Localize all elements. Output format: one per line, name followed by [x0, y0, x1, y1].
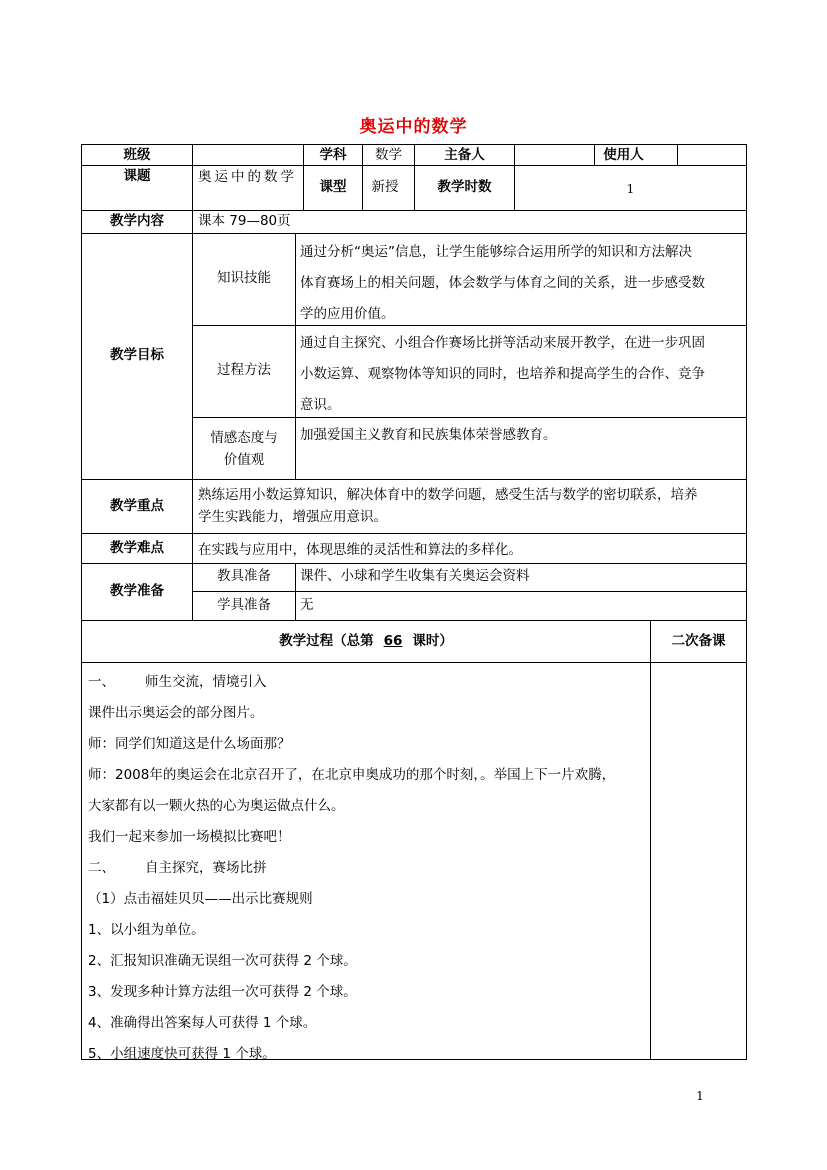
subject-value: 数学: [375, 147, 402, 163]
process-method-label: 过程方法: [217, 362, 271, 378]
key-point-label: 教学重点: [110, 498, 164, 514]
process-method-line: 通过自主探究、小组合作赛场比拼等活动来展开教学，在进一步巩固: [300, 335, 705, 351]
hours-value: 1: [626, 182, 635, 196]
lesson-number: 66: [383, 633, 403, 649]
student-prep-label: 学具准备: [217, 597, 271, 613]
goals-label: 教学目标: [110, 347, 164, 363]
process-line: 师：2008年的奥运会在北京召开了，在北京申奥成功的那个时刻，。举国上下一片欢腾，: [88, 767, 616, 783]
process-line: 一、 师生交流，情境引入: [88, 674, 267, 690]
second-prep-label: 二次备课: [671, 633, 726, 649]
page-number: 1: [696, 1089, 704, 1103]
type-value: 新授: [371, 179, 399, 195]
key-point-text: [198, 484, 746, 528]
process-line: （1）点击福娃贝贝——出示比赛规则: [88, 891, 313, 907]
process-line: 3、发现多种计算方法组一次可获得 2 个球。: [88, 984, 357, 1000]
process-method-line: 意识。: [300, 397, 341, 413]
content-label: 教学内容: [110, 213, 164, 229]
preparer-label: 主备人: [444, 147, 485, 163]
hours-label: 教学时数: [437, 179, 492, 195]
process-line: 1、以小组为单位。: [88, 922, 205, 938]
user-label: 使用人: [603, 147, 644, 163]
document-title: 奥运中的数学: [359, 117, 468, 137]
knowledge-line: 通过分析“奥运”信息，让学生能够综合运用所学的知识和方法解决: [300, 244, 692, 260]
emotion-label-line: 价值观: [223, 452, 265, 468]
preparation-label: 教学准备: [110, 583, 164, 599]
key-point-line: 熟练运用小数运算知识，解决体育中的数学问题，感受生活与数学的密切联系，培养: [198, 487, 698, 503]
process-body: [88, 667, 648, 1070]
knowledge-label: 知识技能: [217, 270, 271, 286]
knowledge-line: 学的应用价值。: [300, 306, 395, 322]
emotion-label-line: 情感态度与: [210, 430, 278, 446]
process-line: 二、 自主探究，赛场比拼: [88, 860, 267, 876]
difficulty-label: 教学难点: [110, 540, 164, 556]
knowledge-text: [300, 237, 742, 330]
process-line: 2、汇报知识准确无误组一次可获得 2 个球。: [88, 953, 357, 969]
emotion-text: 加强爱国主义教育和民族集体荣誉感教育。: [300, 427, 557, 443]
process-header-suffix: 课时）: [412, 633, 453, 649]
teacher-prep-value: 课件、小球和学生收集有关奥运会资料: [300, 568, 530, 584]
process-method-line: 小数运算、观察物体等知识的同时，也培养和提高学生的合作、竞争: [300, 366, 705, 382]
process-header: [82, 631, 650, 651]
process-line: 我们一起来参加一场模拟比赛吧！: [88, 829, 291, 845]
difficulty-text: 在实践与应用中，体现思维的灵活性和算法的多样化。: [198, 542, 522, 558]
key-point-line: 学生实践能力，增强应用意识。: [198, 509, 387, 525]
process-line: 师：同学们知道这是什么场面那？: [88, 736, 291, 752]
subject-label: 学科: [319, 147, 347, 163]
student-prep-value: 无: [300, 597, 314, 613]
type-label: 课型: [319, 179, 347, 195]
process-line: 4、准确得出答案每人可获得 1 个球。: [88, 1015, 317, 1031]
knowledge-line: 体育赛场上的相关问题，体会数学与体育之间的关系，进一步感受数: [300, 275, 705, 291]
process-header-prefix: 教学过程（总第: [279, 633, 374, 649]
process-line: 5、小组速度快可获得 1 个球。: [88, 1046, 276, 1062]
process-method-text: [300, 328, 742, 421]
process-line: 课件出示奥运会的部分图片。: [88, 705, 264, 721]
content-value: 课本 79—80页: [198, 213, 291, 229]
topic-value: 奥运中的数学: [198, 169, 297, 185]
process-line: 大家都有以一颗火热的心为奥运做点什么。: [88, 798, 345, 814]
teacher-prep-label: 教具准备: [217, 568, 271, 584]
class-label: 班级: [123, 147, 151, 163]
emotion-label: [193, 427, 295, 471]
topic-label: 课题: [123, 168, 151, 184]
